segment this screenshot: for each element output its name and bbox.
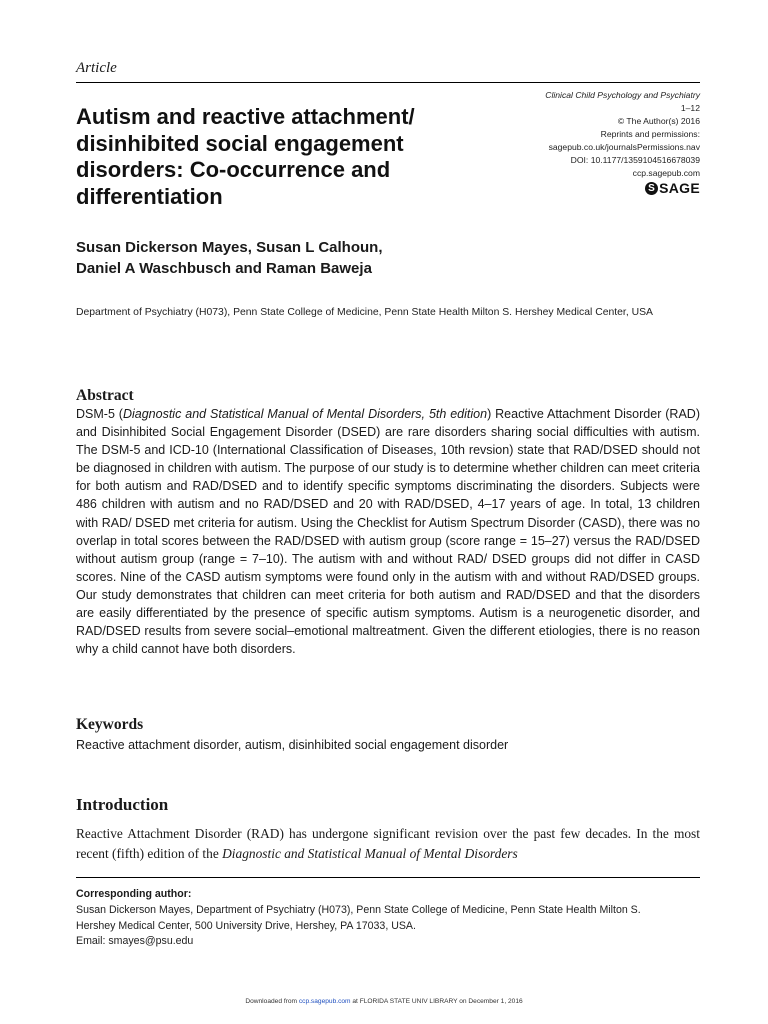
sage-logo — [645, 182, 700, 195]
doi[interactable]: DOI: 10.1177/1359104516678039 — [570, 155, 700, 165]
abstract-heading: Abstract — [76, 387, 134, 404]
intro-part-1: Reactive Attachment Disorder (RAD) has undergone significant revision over the past few decades. In the most recent (fifth) edition of the — [76, 826, 700, 861]
keywords-text: Reactive attachment disorder, autism, disinhibited social engagement disorder — [76, 738, 509, 752]
footnote-rule — [76, 877, 700, 878]
sage-wordmark: SAGE — [659, 180, 700, 196]
abstract-dsm-title: Diagnostic and Statistical Manual of Mental Disorders, 5th edition — [122, 407, 488, 421]
journal-site-link[interactable]: ccp.sagepub.com — [632, 168, 700, 178]
abstract-part-3: ) Reactive Attachment Disorder (RAD) and Disinhibited Social Engagement Disorder (DSED) are rare disorders sharing social difficulties with autism. The DSM-5 and ICD-10 (International Classification of Diseases, 10th revsion) state that RAD/DSED should not be diagnosed in children with autism. The purpose of our study is to determine whether children can meet criteria for both autism and RAD/DSED and to identify specific symptoms discriminating the disorders. Subjects were 486 children with autism and no RAD/DSED and 20 with RAD/DSED, 4–17 years of age. In total, 13 children with RAD/ DSED met criteria for autism. Using the Checklist for Autism Spectrum Disorder (CASD), there was no overlap in total scores between the RAD/DSED with autism group (score range = 15–27) versus the RAD/DSED without autism group (range = 7–10). The autism with and without RAD/ DSED groups did not differ in CASD scores. Nine of the CASD autism symptoms were found only in the autism with and without RAD/DSED groups. Our study demonstrates that children can meet criteria for both autism and RAD/DSED and that the disorders are easily differentiated by the presence of specific autism symptoms. Autism is a neurogenetic disorder, and RAD/DSED results from severe social–emotional maltreatment. Given the different etiologies, there is no reason why a child cannot have both disorders. — [76, 407, 700, 657]
introduction-text — [76, 824, 700, 864]
permissions-link[interactable]: sagepub.co.uk/journalsPermissions.nav — [548, 142, 700, 152]
copyright: © The Author(s) 2016 — [617, 116, 700, 126]
corresponding-author-info — [76, 903, 716, 950]
journal-name: Clinical Child Psychology and Psychiatry — [545, 90, 700, 100]
keywords-heading: Keywords — [76, 716, 144, 733]
corresponding-email[interactable]: Email: smayes@psu.edu — [76, 935, 194, 948]
reprints-label: Reprints and permissions: — [600, 129, 700, 139]
download-footer — [0, 998, 768, 1005]
article-title: Autism and reactive attachment/ disinhibited social engagement disorders: Co-occurrence and differentiation — [76, 104, 415, 209]
introduction-heading: Introduction — [76, 795, 169, 814]
authors-line-2: Daniel A Waschbusch and Raman Baweja — [76, 260, 372, 277]
author-list — [76, 237, 696, 279]
abstract-text — [76, 405, 700, 658]
abstract-part-1: DSM-5 ( — [76, 407, 123, 421]
footer-suffix: at FLORIDA STATE UNIV LIBRARY on December 1, 2016 — [350, 998, 523, 1005]
corresponding-line-2: Hershey Medical Center, 500 University Drive, Hershey, PA 17033, USA. — [76, 919, 416, 932]
journal-info — [460, 89, 700, 195]
corresponding-author-heading: Corresponding author: — [76, 888, 192, 900]
header-rule — [76, 82, 700, 83]
sage-s-icon: S — [645, 182, 658, 195]
footer-site-link[interactable]: ccp.sagepub.com — [298, 998, 351, 1005]
intro-dsm-title: Diagnostic and Statistical Manual of Mental Disorders — [222, 846, 518, 861]
article-type-label: Article — [76, 60, 117, 76]
authors-line-1: Susan Dickerson Mayes, Susan L Calhoun, — [76, 239, 383, 256]
footer-prefix: Downloaded from — [245, 998, 299, 1005]
corresponding-line-1: Susan Dickerson Mayes, Department of Psychiatry (H073), Penn State College of Medicine, Penn State Health Milton S. — [76, 904, 641, 916]
affiliation: Department of Psychiatry (H073), Penn State College of Medicine, Penn State Health Milton S. Hershey Medical Center, USA — [76, 307, 653, 318]
page-range: 1–12 — [680, 103, 700, 113]
